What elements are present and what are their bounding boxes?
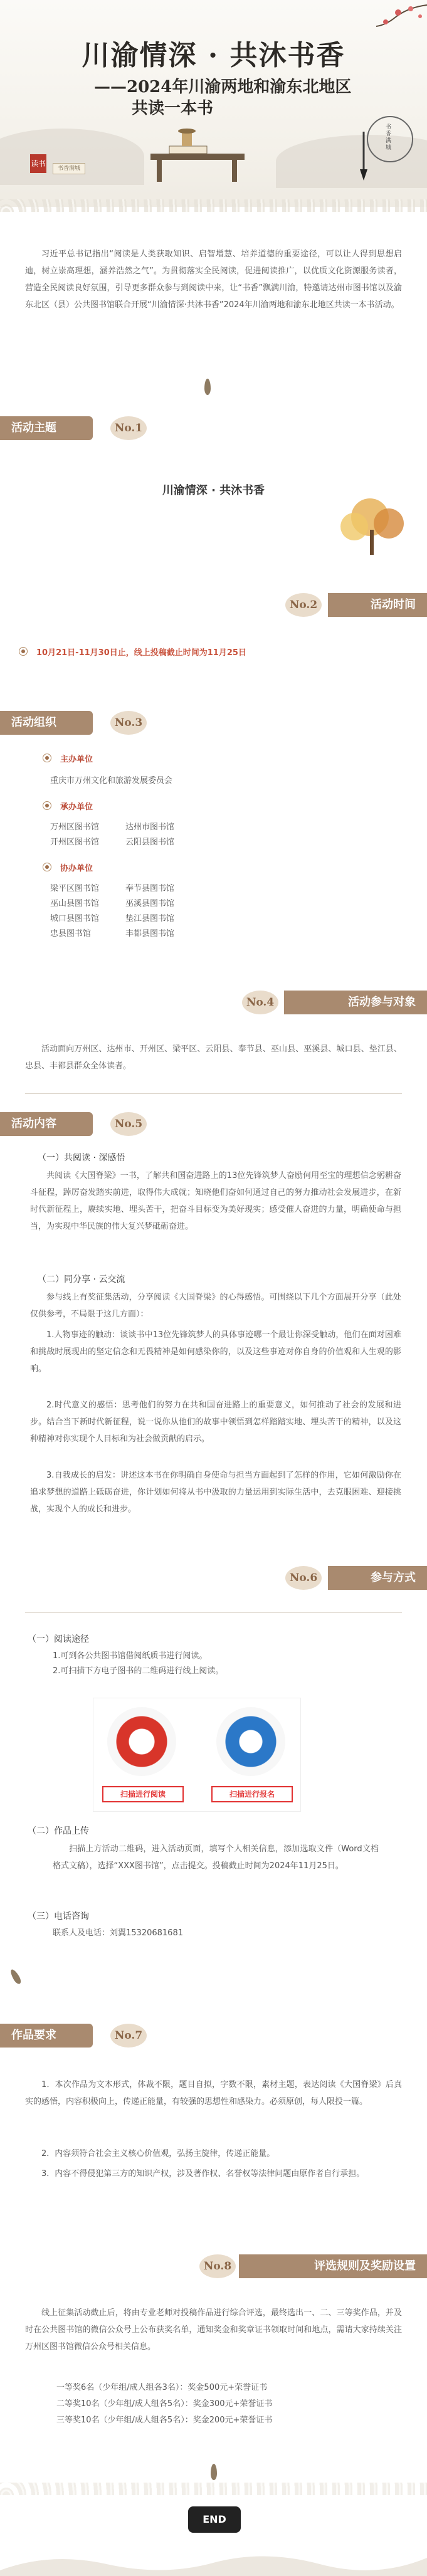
page-subtitle: 共读一本书 <box>132 99 214 118</box>
section-number: No.3 <box>110 711 147 735</box>
wave-divider <box>0 199 427 212</box>
section-number: No.1 <box>110 416 147 440</box>
end-badge: END <box>188 2506 241 2533</box>
requirement-1: 1．本次作品为文本形式，体裁不限，题目自拟，字数不限，素材主题，表达阅读《大国脊梁》后真实的感悟，内容积极向上，传递正能量，有较强的思想性和感染力。必须原创，每人限投一篇。 <box>25 2080 402 2106</box>
section-number: No.4 <box>242 991 278 1014</box>
content-heading-1: （一）共阅读 · 深感悟 <box>38 1153 125 1163</box>
intro-paragraph: 习近平总书记指出“阅读是人类获取知识、启智增慧、培养道德的重要途径，可以让人得到思想启迪，树立崇高理想，涵养浩然之气”。为贯彻落实全民阅读，促进阅读推广，以优质文化资源服务读者，营造全民阅读良好氛围，引导更多群众参与到阅读中来，让“书香”飘满川渝，特邀请达州市图书馆以及渝东北区（县）公共图书馆联合开展“川渝情深·共沐书香”2024年川渝两地和渝东北地区共读一本书活动。 <box>25 250 402 310</box>
autumn-tree-icon <box>332 495 414 558</box>
section-label-method: 参与方式 <box>328 1566 427 1590</box>
co-organizer-label: 协办单位 <box>60 864 93 873</box>
desk-illustration-icon <box>132 129 257 185</box>
content-paragraph-3: 1.人物事迹的触动：谈谈书中13位先锋筑梦人的具体事迹哪一个最让你深受触动，他们在面对困难和挑战时展现出的坚定信念和无畏精神是如何感染你的，以及这些事迹对你自身的价值观和人生观的影响。 <box>30 1330 401 1374</box>
method-heading-1: （一）阅读途径 <box>28 1634 89 1644</box>
prize-list: 一等奖6名（少年组/成人组各3名）：奖金500元+荣誉证书 二等奖10名（少年组/成人组各5名）：奖金300元+荣誉证书 三等奖10名（少年组/成人组各5名）：奖金200元+荣誉证书 <box>56 2383 273 2425</box>
method-heading-2: （二）作品上传 <box>28 1826 89 1836</box>
seal-text: 书香满城 <box>386 124 392 151</box>
leaf-icon <box>204 379 211 395</box>
host-unit: 重庆市万州文化和旅游发展委员会 <box>50 776 173 786</box>
wave-divider <box>0 2483 427 2495</box>
mountain-decoration <box>0 129 144 185</box>
section-label-organization: 活动组织 <box>0 711 93 735</box>
divider <box>25 1612 402 1613</box>
footer-wave-decoration <box>0 2545 427 2576</box>
leaf-icon <box>9 1968 23 1985</box>
scan-register-label: 扫描进行报名 <box>211 1786 293 1802</box>
section-label-participants: 活动参与对象 <box>284 991 427 1014</box>
section-number: No.2 <box>285 593 322 617</box>
section-number: No.8 <box>199 2254 236 2278</box>
bullet-icon <box>43 754 51 762</box>
section-label-requirements: 作品要求 <box>0 2024 93 2048</box>
contact-info: 联系人及电话：刘翼15320681681 <box>53 1928 183 1938</box>
plum-blossom-icon <box>351 0 427 38</box>
section-label-content: 活动内容 <box>0 1112 93 1136</box>
divider <box>25 1093 402 1094</box>
brush-icon <box>351 132 376 182</box>
reading-methods: 1.可到各公共图书馆借阅纸质书进行阅读。 2.可扫描下方电子图书的二维码进行线上阅读。 <box>53 1651 224 1676</box>
content-paragraph-2: 参与线上有奖征集活动，分享阅读《大国脊梁》的心得感悟。可围绕以下几个方面展开分享（此处仅供参考，不局限于这几方面）： <box>30 1293 401 1319</box>
content-heading-2: （二）同分享 · 云交流 <box>38 1275 125 1285</box>
section-label-time: 活动时间 <box>328 593 427 617</box>
participants-paragraph: 活动面向万州区、达州市、开州区、梁平区、云阳县、奉节县、巫山县、巫溪县、城口县、垫江县、忠县、丰都县群众全体读者。 <box>25 1044 402 1071</box>
activity-time: 10月21日-11月30日止，线上投稿截止时间为11月25日 <box>36 648 246 658</box>
content-paragraph-5: 3.自我成长的启发：讲述这本书在你明确自身使命与担当方面起到了怎样的作用，它如何激励你在追求梦想的道路上砥砺奋进，你计划如何将从书中汲取的力量运用到实际生活中，去克服困难、迎接挑战，实现个人的成长和进步。 <box>30 1471 401 1514</box>
method-heading-3: （三）电话咨询 <box>28 1911 89 1921</box>
activity-theme: 川渝情深 · 共沐书香 <box>162 484 265 497</box>
reading-qr-code-icon[interactable] <box>107 1707 176 1776</box>
scan-read-label: 扫描进行阅读 <box>102 1786 184 1802</box>
upload-instructions: 扫描上方活动二维码，进入活动页面，填写个人相关信息，添加选取文件（Word文档格式文稿），选择“XXX图书馆”，点击提交。投稿截止时间为2024年11月25日。 <box>53 1844 379 1871</box>
qr-code-panel <box>93 1698 301 1812</box>
co-organizer-list: 梁平区图书馆 奉节县图书馆 巫山县图书馆 巫溪县图书馆 城口县图书馆 垫江县图书馆 忠县图书馆 丰都县图书馆 <box>50 884 175 938</box>
organizer-label: 承办单位 <box>60 802 93 812</box>
section-number: No.6 <box>285 1566 322 1590</box>
bullet-icon <box>19 647 28 656</box>
requirement-2: 2．内容须符合社会主义核心价值观，弘扬主旋律，传递正能量。 <box>41 2149 275 2158</box>
awards-paragraph: 线上征集活动截止后，将由专业老师对投稿作品进行综合评选，最终选出一、二、三等奖作品，并及时在公共图书馆的微信公众号上公布获奖名单，通知奖金和奖章证书领取时间和地点，需请大家持续关注万州区图书馆微信公众号相关信息。 <box>25 2308 402 2352</box>
section-label-theme: 活动主题 <box>0 416 93 440</box>
bullet-icon <box>43 801 51 810</box>
page-title: 川渝情深 · 共沐书香 <box>82 39 345 71</box>
content-paragraph-4: 2.时代意义的感悟：思考他们的努力在共和国奋进路上的重要意义，如何推动了社会的发展和进步。结合当下新时代新征程，说一说你从他们的故事中领悟到怎样踏踏实地、埋头苦干的精神，以及这种精神对你实现个人目标和为社会做贡献的启示。 <box>30 1401 401 1444</box>
content-paragraph-1: 共阅读《大国脊梁》一书，了解共和国奋进路上的13位先锋筑梦人奋励何用至宝的理想信念躬耕奋斗征程，踔厉奋发踏实前进，取得伟大成就；知晓他们奋如何通过自己的努力推动社会发展进步，在新时代新征程上，赓续实地、埋头苦干，把奋斗目标变为美好现实；感受催人奋进的力量，明确使命与担当，为实现中华民族的伟大复兴梦砥砺奋进。 <box>30 1171 401 1231</box>
registration-qr-code-icon[interactable] <box>216 1707 285 1776</box>
section-number: No.5 <box>110 1112 147 1136</box>
stamp-icon: 读书 <box>30 154 46 173</box>
page-subtitle: ——2024年川渝两地和渝东北地区 <box>94 78 352 97</box>
section-number: No.7 <box>110 2024 147 2048</box>
bullet-icon <box>43 863 51 871</box>
leaf-icon <box>211 2464 217 2480</box>
organizer-list: 万州区图书馆 达州市图书馆 开州区图书馆 云阳县图书馆 <box>50 823 175 847</box>
header-banner <box>0 0 427 207</box>
book-icon: 书香满城 <box>53 163 85 174</box>
host-label: 主办单位 <box>60 755 93 764</box>
section-label-awards: 评选规则及奖励设置 <box>239 2254 427 2278</box>
requirement-3: 3．内容不得侵犯第三方的知识产权，涉及著作权、名誉权等法律问题由原作者自行承担。 <box>41 2169 365 2179</box>
